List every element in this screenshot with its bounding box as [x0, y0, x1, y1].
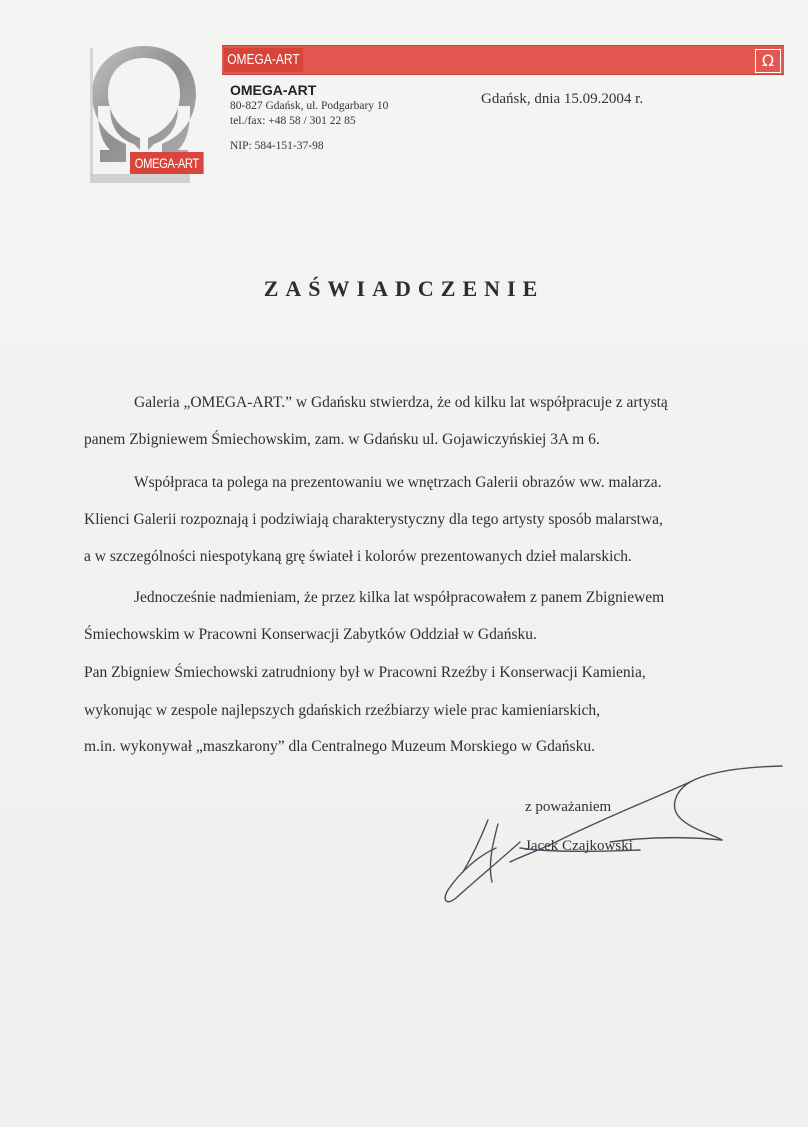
signer-name: Jacek Czajkowski [525, 838, 633, 854]
body-line: Współpraca ta polega na prezentowaniu we wnętrzach Galerii obrazów ww. malarza. [134, 474, 662, 491]
logo-brand-label: OMEGA-ART [130, 152, 204, 174]
company-info [230, 82, 388, 154]
body-line: panem Zbigniewem Śmiechowskim, zam. w Gdańsku ul. Gojawiczyńskiej 3A m 6. [84, 431, 600, 448]
company-name: OMEGA-ART [230, 82, 317, 98]
body-line: Jednocześnie nadmieniam, że przez kilka lat współpracowałem z panem Zbigniewem [134, 589, 665, 606]
header-bar [222, 45, 784, 75]
body-line: wykonując w zespole najlepszych gdańskich rzeźbiarzy wiele prac kamieniarskich, [84, 702, 601, 719]
company-address: 80-827 Gdańsk, ul. Podgarbary 10 [230, 100, 389, 112]
document-title: ZAŚWIADCZENIE [263, 276, 545, 301]
body-line: Śmiechowskim w Pracowni Konserwacji Zabytków Oddział w Gdańsku. [84, 626, 537, 643]
omega-symbol-icon: Ω [755, 49, 781, 73]
company-phone: tel./fax: +48 58 / 301 22 85 [230, 115, 356, 127]
closing-phrase: z poważaniem [525, 799, 612, 815]
body-line: Klienci Galerii rozpoznają i podziwiają charakterystyczny dla tego artysty sposób malarstwa, [84, 511, 663, 528]
body-line: Pan Zbigniew Śmiechowski zatrudniony był w Pracowni Rzeźby i Konserwacji Kamienia, [84, 664, 646, 681]
body-line: a w szczególności niespotykaną grę świateł i kolorów prezentowanych dzieł malarskich. [84, 548, 632, 565]
body-line: m.in. wykonywał „maszkarony” dla Centralnego Muzeum Morskiego w Gdańsku. [84, 738, 595, 755]
company-nip: NIP: 584-151-37-98 [230, 140, 324, 152]
omega-logo [86, 40, 204, 190]
letter-date: Gdańsk, dnia 15.09.2004 r. [481, 91, 644, 107]
body-line: Galeria „OMEGA-ART.” w Gdańsku stwierdza, że od kilku lat współpracuje z artystą [134, 394, 668, 411]
bar-brand-label: OMEGA-ART [224, 48, 303, 72]
